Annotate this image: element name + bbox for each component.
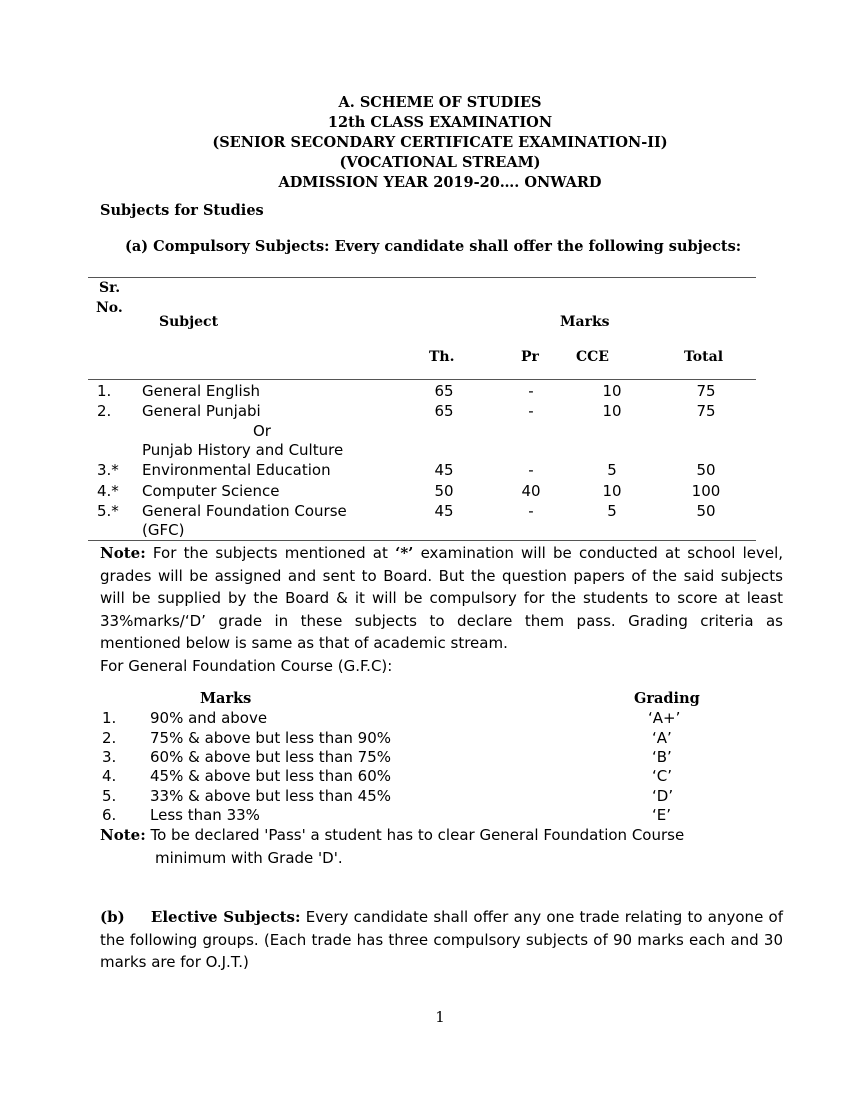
total-cell: 75 bbox=[696, 382, 716, 400]
note-text: examination will be conducted at school level, grades will be assigned and sent to Board. But the question papers of the said subjects will be supplied by the Board & it will be compulsory for the students to score at least 33%marks/‘D’ grade in these subjects to declare them pass. Grading criteria as mentioned below is same as that of academic stream. bbox=[100, 544, 784, 652]
title-line: (VOCATIONAL STREAM) bbox=[339, 154, 541, 171]
grading-range: 45% & above but less than 60% bbox=[150, 767, 392, 785]
th-cell: 45 bbox=[434, 461, 454, 479]
grading-range: 60% & above but less than 75% bbox=[150, 748, 392, 766]
grading-grade: ‘B’ bbox=[652, 748, 672, 766]
subject-or: Or bbox=[253, 422, 271, 440]
subject-cell: General English bbox=[142, 382, 261, 400]
total-cell: 100 bbox=[691, 482, 721, 500]
grading-number: 1. bbox=[102, 709, 117, 727]
cce-cell: 5 bbox=[607, 502, 617, 520]
th-cell: 50 bbox=[434, 482, 454, 500]
subject-alt-cell: Punjab History and Culture bbox=[142, 441, 344, 459]
grading-marks-header: Marks bbox=[200, 690, 252, 707]
subject-cell: Computer Science bbox=[142, 482, 280, 500]
page-number: 1 bbox=[435, 1008, 445, 1026]
cce-cell: 10 bbox=[602, 382, 622, 400]
note-label: Note: bbox=[100, 826, 146, 844]
grading-grade: ‘D’ bbox=[652, 787, 674, 805]
note-label: Note: bbox=[100, 544, 146, 562]
subject-cell: General Foundation Course bbox=[142, 502, 347, 520]
subject-cell: Environmental Education bbox=[142, 461, 331, 479]
title-line: 12th CLASS EXAMINATION bbox=[327, 114, 553, 131]
cce-cell: 5 bbox=[607, 461, 617, 479]
grading-number: 2. bbox=[102, 729, 117, 747]
pr-cell: - bbox=[528, 402, 534, 420]
grading-grade: ‘A+’ bbox=[648, 709, 681, 727]
total-cell: 50 bbox=[696, 502, 716, 520]
subject-cont-cell: (GFC) bbox=[142, 521, 185, 539]
table-top-rule bbox=[88, 277, 756, 278]
cce-cell: 10 bbox=[602, 402, 622, 420]
sr-cell: 3.* bbox=[97, 461, 119, 479]
grading-range: 90% and above bbox=[150, 709, 268, 727]
note-paragraph bbox=[100, 542, 783, 655]
grading-number: 4. bbox=[102, 767, 117, 785]
header-th: Th. bbox=[429, 349, 455, 365]
header-pr: Pr bbox=[521, 349, 539, 365]
sr-cell: 4.* bbox=[97, 482, 119, 500]
grading-range: Less than 33% bbox=[150, 806, 260, 824]
grading-grade: ‘E’ bbox=[652, 806, 672, 824]
header-cce: CCE bbox=[576, 349, 609, 365]
total-cell: 50 bbox=[696, 461, 716, 479]
grading-grade: ‘C’ bbox=[652, 767, 673, 785]
elective-paragraph bbox=[100, 906, 783, 974]
pr-cell: - bbox=[528, 461, 534, 479]
title-line: ADMISSION YEAR 2019-20…. ONWARD bbox=[278, 174, 602, 191]
elective-heading: Elective Subjects: bbox=[150, 908, 301, 926]
header-no: No. bbox=[96, 300, 123, 316]
note-gfc-pass bbox=[100, 825, 684, 845]
grading-range: 33% & above but less than 45% bbox=[150, 787, 392, 805]
th-cell: 45 bbox=[434, 502, 454, 520]
title-line: A. SCHEME OF STUDIES bbox=[338, 94, 542, 111]
note-star: ‘*’ bbox=[395, 544, 414, 562]
document-title bbox=[0, 93, 850, 193]
table-header-rule bbox=[88, 379, 756, 380]
header-subject: Subject bbox=[159, 314, 219, 330]
pr-cell: - bbox=[528, 382, 534, 400]
compulsory-subjects-heading: (a) Compulsory Subjects: Every candidate shall offer the following subjects: bbox=[125, 238, 742, 255]
subjects-heading: Subjects for Studies bbox=[100, 202, 264, 219]
note-gfc-pass-cont: minimum with Grade 'D'. bbox=[155, 849, 343, 867]
pr-cell: 40 bbox=[521, 482, 541, 500]
sr-cell: 1. bbox=[97, 382, 112, 400]
subject-cell: General Punjabi bbox=[142, 402, 261, 420]
grading-number: 6. bbox=[102, 806, 117, 824]
cce-cell: 10 bbox=[602, 482, 622, 500]
gfc-line: For General Foundation Course (G.F.C): bbox=[100, 657, 393, 675]
pr-cell: - bbox=[528, 502, 534, 520]
grading-grade-header: Grading bbox=[634, 690, 700, 707]
table-bottom-rule bbox=[88, 540, 756, 541]
note-text: For the subjects mentioned at bbox=[145, 544, 396, 562]
th-cell: 65 bbox=[434, 402, 454, 420]
elective-text: Every candidate shall offer any one trade relating to anyone of the following groups. (Each trade has three compulsory subjects of 90 marks each and 30 marks are for O.J.T.) bbox=[100, 908, 783, 971]
elective-label: (b) bbox=[100, 908, 125, 926]
total-cell: 75 bbox=[696, 402, 716, 420]
sr-cell: 2. bbox=[97, 402, 112, 420]
grading-number: 5. bbox=[102, 787, 117, 805]
note-text: To be declared 'Pass' a student has to clear General Foundation Course bbox=[145, 826, 685, 844]
sr-cell: 5.* bbox=[97, 502, 119, 520]
grading-number: 3. bbox=[102, 748, 117, 766]
header-total: Total bbox=[684, 349, 724, 365]
grading-range: 75% & above but less than 90% bbox=[150, 729, 392, 747]
header-marks: Marks bbox=[560, 314, 610, 330]
grading-grade: ‘A’ bbox=[652, 729, 672, 747]
th-cell: 65 bbox=[434, 382, 454, 400]
header-sr: Sr. bbox=[99, 280, 121, 296]
title-line: (SENIOR SECONDARY CERTIFICATE EXAMINATION-II) bbox=[212, 134, 668, 151]
